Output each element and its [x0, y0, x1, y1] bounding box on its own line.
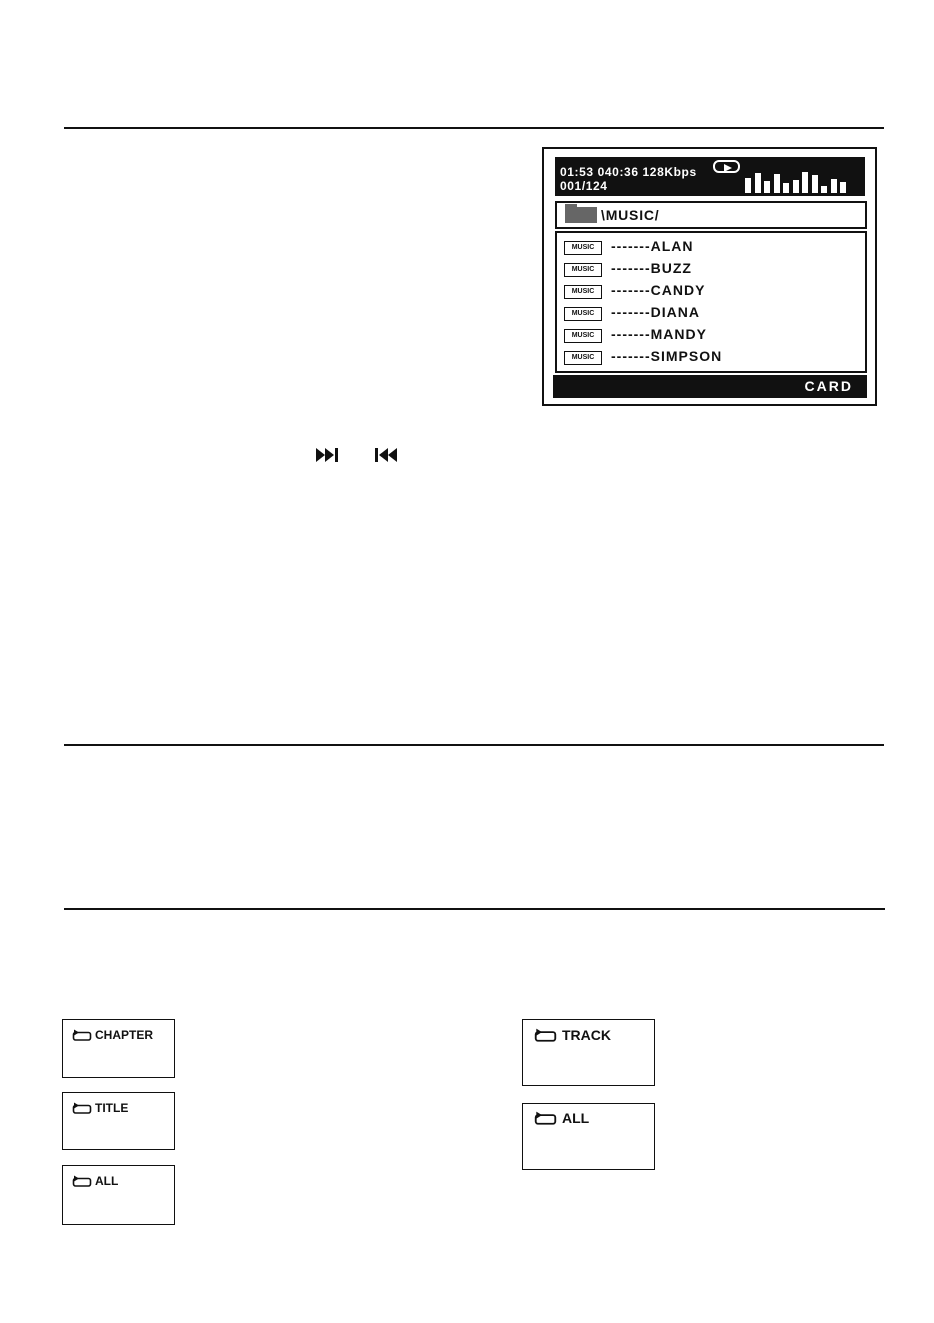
equalizer-bar: [802, 172, 808, 193]
equalizer-bars: [745, 167, 853, 193]
music-file-tag: MUSIC: [564, 329, 602, 343]
mp3-browser-screen: [542, 147, 877, 406]
equalizer-bar: [793, 180, 799, 193]
folder-icon: [565, 207, 597, 223]
equalizer-bar: [821, 186, 827, 193]
repeat-mode-label: CHAPTER: [95, 1027, 154, 1042]
equalizer-bar: [755, 173, 761, 193]
repeat-icon: [72, 1029, 92, 1041]
list-item[interactable]: [564, 326, 854, 346]
list-item[interactable]: [564, 304, 854, 324]
repeat-mode-label: TITLE: [95, 1100, 129, 1115]
list-item[interactable]: [564, 260, 854, 280]
music-file-tag: MUSIC: [564, 241, 602, 255]
equalizer-bar: [783, 183, 789, 193]
folder-path: \MUSIC/: [601, 207, 660, 223]
repeat-track-osd: [522, 1019, 655, 1086]
file-name: -------MANDY: [611, 326, 707, 342]
file-name: -------DIANA: [611, 304, 700, 320]
previous-track-icon: [375, 446, 403, 464]
list-item[interactable]: [564, 282, 854, 302]
music-file-tag: MUSIC: [564, 263, 602, 277]
equalizer-bar: [831, 179, 837, 193]
repeat-icon: [534, 1028, 557, 1042]
track-counter: 001/124: [560, 179, 608, 193]
equalizer-bar: [774, 174, 780, 193]
playback-time-bitrate: 01:53 040:36 128Kbps: [560, 165, 697, 179]
source-bar: [553, 375, 867, 398]
repeat-mode-label: ALL: [95, 1173, 119, 1188]
list-item[interactable]: [564, 348, 854, 368]
file-name: -------ALAN: [611, 238, 694, 254]
source-label: CARD: [804, 378, 853, 394]
music-file-tag: MUSIC: [564, 307, 602, 321]
equalizer-bar: [812, 175, 818, 193]
section-rule-middle: [64, 744, 884, 746]
next-track-icon: [316, 446, 344, 464]
equalizer-bar: [764, 181, 770, 193]
file-list: [555, 231, 867, 373]
music-file-tag: MUSIC: [564, 285, 602, 299]
repeat-icon: [72, 1102, 92, 1114]
repeat-all-osd: [522, 1103, 655, 1170]
section-rule-top: [64, 127, 884, 129]
repeat-icon: [72, 1175, 92, 1187]
repeat-icon: [534, 1111, 557, 1125]
file-name: -------CANDY: [611, 282, 706, 298]
repeat-all-osd: [62, 1165, 175, 1225]
repeat-mode-label: ALL: [562, 1109, 590, 1126]
file-name: -------BUZZ: [611, 260, 692, 276]
repeat-chapter-osd: [62, 1019, 175, 1078]
equalizer-bar: [745, 178, 751, 193]
music-file-tag: MUSIC: [564, 351, 602, 365]
repeat-title-osd: [62, 1092, 175, 1150]
list-item[interactable]: [564, 238, 854, 258]
play-icon: [713, 160, 740, 173]
file-name: -------SIMPSON: [611, 348, 723, 364]
folder-path-bar: [555, 201, 867, 229]
equalizer-bar: [840, 182, 846, 193]
repeat-mode-label: TRACK: [562, 1026, 611, 1043]
section-rule-lower: [64, 908, 885, 910]
playback-status-bar: [555, 157, 865, 196]
